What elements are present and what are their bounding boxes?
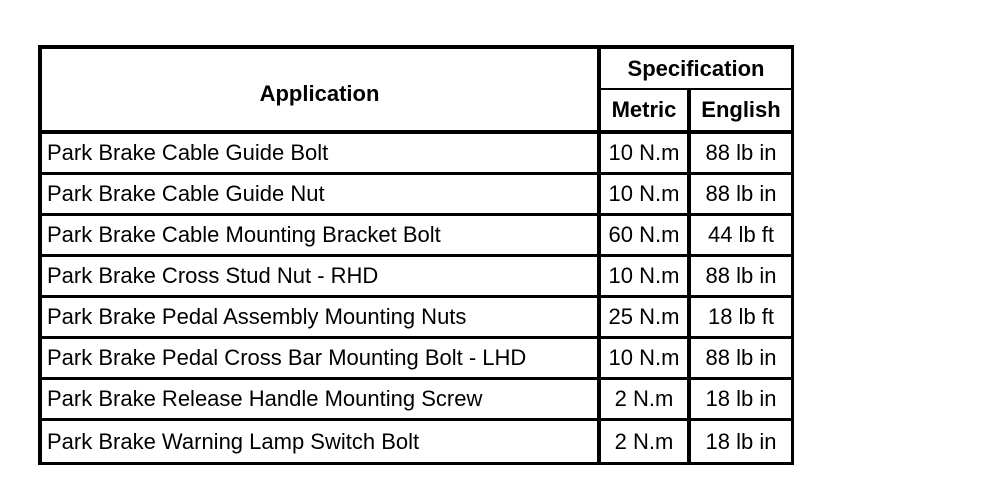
- english-cell: 88 lb in: [691, 134, 791, 175]
- english-cell: 88 lb in: [691, 257, 791, 298]
- application-cell: Park Brake Cross Stud Nut - RHD: [42, 257, 601, 298]
- table-row: [42, 216, 791, 257]
- table-row: [42, 339, 791, 380]
- table-row: [42, 421, 791, 462]
- application-cell: Park Brake Cable Mounting Bracket Bolt: [42, 216, 601, 257]
- fastener-spec-table: [38, 45, 794, 465]
- application-cell: Park Brake Release Handle Mounting Screw: [42, 380, 601, 421]
- english-cell: 44 lb ft: [691, 216, 791, 257]
- application-cell: Park Brake Pedal Assembly Mounting Nuts: [42, 298, 601, 339]
- table-row: [42, 175, 791, 216]
- table-row: [42, 298, 791, 339]
- header-specification: Specification: [601, 49, 791, 90]
- table-row: [42, 257, 791, 298]
- application-cell: Park Brake Warning Lamp Switch Bolt: [42, 421, 601, 462]
- application-cell: Park Brake Cable Guide Bolt: [42, 134, 601, 175]
- metric-cell: 10 N.m: [601, 134, 691, 175]
- metric-cell: 10 N.m: [601, 175, 691, 216]
- english-cell: 18 lb in: [705, 428, 777, 454]
- english-cell: 88 lb in: [691, 175, 791, 216]
- metric-cell: 2 N.m: [601, 380, 691, 421]
- english-cell: 18 lb in: [691, 380, 791, 421]
- header-english: English: [691, 90, 791, 134]
- table-row: [42, 380, 791, 421]
- metric-cell: 2 N.m: [601, 421, 691, 462]
- header-metric: Metric: [601, 90, 691, 134]
- metric-cell: 10 N.m: [601, 257, 691, 298]
- application-cell: Park Brake Cable Guide Nut: [42, 175, 601, 216]
- english-cell: 18 lb ft: [691, 298, 791, 339]
- metric-cell: 60 N.m: [601, 216, 691, 257]
- english-cell: 88 lb in: [691, 339, 791, 380]
- table-row: [42, 134, 791, 175]
- metric-cell: 10 N.m: [601, 339, 691, 380]
- application-cell: Park Brake Pedal Cross Bar Mounting Bolt - LHD: [42, 339, 601, 380]
- metric-cell: 25 N.m: [601, 298, 691, 339]
- header-application: Application: [42, 49, 601, 134]
